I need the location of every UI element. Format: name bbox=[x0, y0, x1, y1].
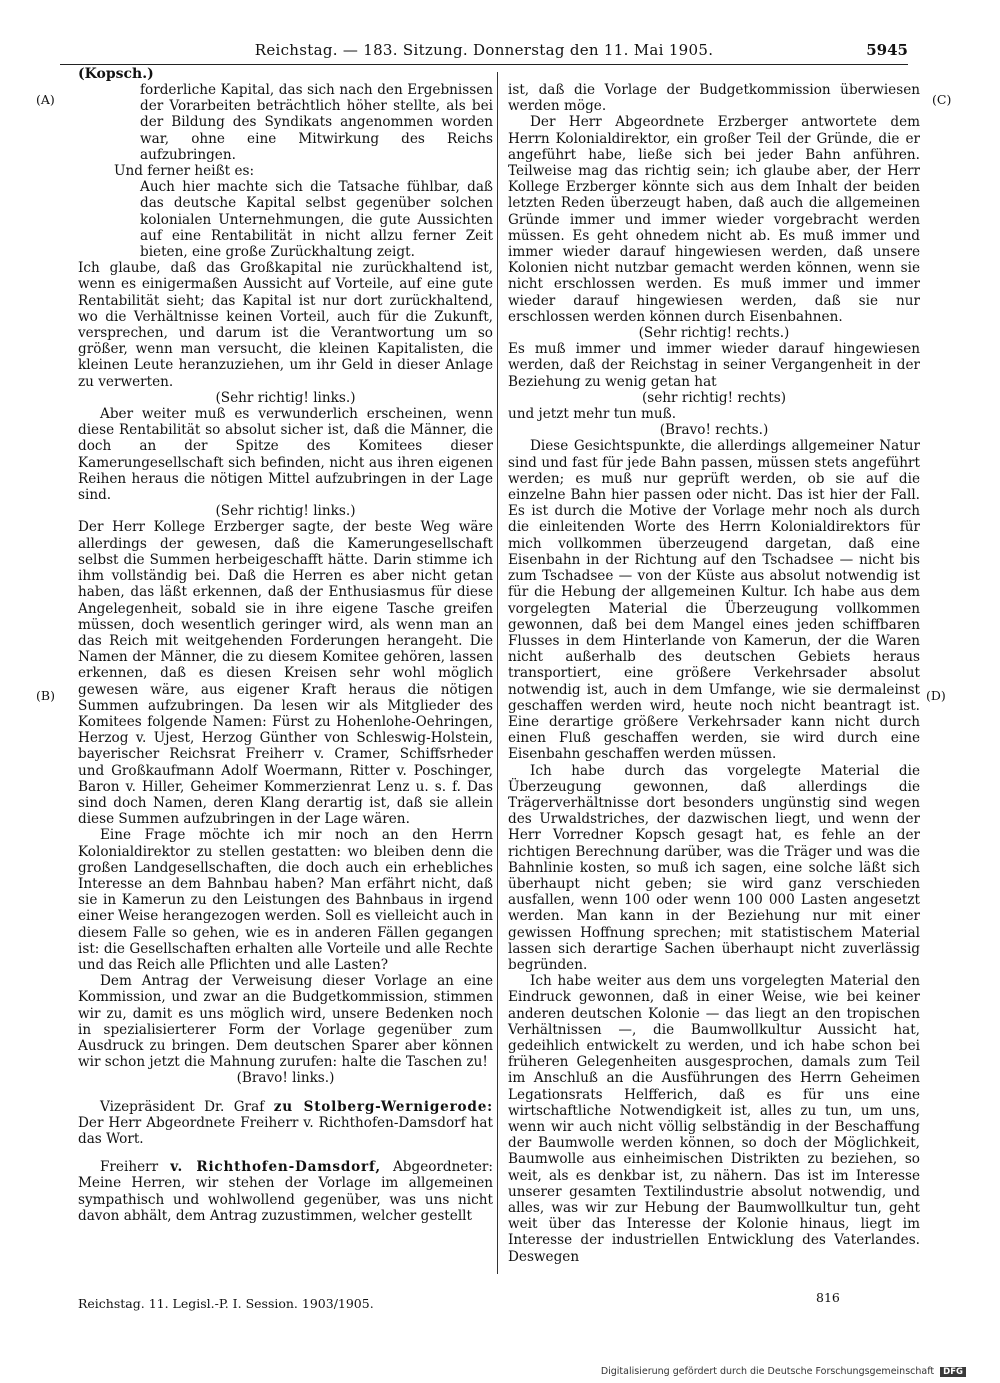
speaker-text: Abgeordneter: Meine Herren, wir stehen der Vorlage im allgemeinen sympathisch und wohlwollend gegenüber, was uns nicht davon abhält, dem Antrag zuzustimmen, welcher gestellt bbox=[78, 1159, 494, 1224]
speaker-tag: (Kopsch.) bbox=[78, 66, 154, 82]
paragraph: ist, daß die Vorlage der Budgetkommission überwiesen werden möge. bbox=[508, 82, 920, 115]
dfg-credit-text: Digitalisierung gefördert durch die Deutsche Forschungsgemeinschaft bbox=[600, 1366, 935, 1377]
interjection: (Bravo! rechts.) bbox=[659, 422, 769, 439]
paragraph: forderliche Kapital, das sich nach den Ergebnissen der Vorarbeiten beträchtlich höher stellte, als bei der Bildung des Syndikats angenommen worden war, ohne eine Mitwirkung des Reichs aufzubringen. bbox=[140, 82, 493, 163]
dfg-logo: DFG bbox=[940, 1367, 966, 1377]
dfg-credit bbox=[601, 1366, 966, 1377]
speaker-paragraph bbox=[78, 1159, 493, 1224]
footer-session-info: Reichstag. 11. Legisl.-P. I. Session. 1903/1905. bbox=[78, 1296, 374, 1311]
speaker-name: v. Richthofen-Damsdorf, bbox=[170, 1159, 381, 1176]
interjection: (Sehr richtig! links.) bbox=[215, 389, 356, 406]
column-divider bbox=[497, 72, 498, 1274]
page-header bbox=[60, 38, 908, 65]
interjection: (sehr richtig! rechts) bbox=[641, 389, 787, 406]
paragraph: Ich glaube, daß das Großkapital nie zurückhaltend ist, wenn es einigermaßen Aussicht auf Vorteile, auf eine gute Rentabilität sieht; das Kapital ist nur dort zurückhaltend, wo die Verhältnisse keinen Vorteil, auch für die Zukunft, versprechen, und darum ist die Verantwortung um so größer, wenn man versucht, die kleinen Kapitalisten, die kleinen Leute heranzuziehen, um ihr Geld in dieser Anlage zu verwerten. bbox=[78, 260, 493, 390]
interjection: (Sehr richtig! rechts.) bbox=[638, 325, 790, 342]
quote-block: Auch hier machte sich die Tatsache fühlbar, daß das deutsche Kapital selbst gegenüber solchen kolonialen Unternehmungen, die gute Aussichten auf eine Rentabilität in nicht allzu ferner Zeit bieten, eine große Zurückhaltung zeigt. bbox=[140, 179, 493, 261]
margin-marker-c: (C) bbox=[932, 92, 952, 107]
running-title: Reichstag. — 183. Sitzung. Donnerstag den 11. Mai 1905. bbox=[254, 41, 714, 59]
paragraph: Der Herr Abgeordnete Erzberger antwortete dem Herrn Kolonialdirektor, ein großer Teil der Gründe, die er angeführt habe, ließe sich bei jeder Bahn anführen. Teilweise mag das richtig sein; ich glaube aber, der Herr Kollege Erzberger könnte sich aus dem Inhalt der beiden letzten Reden überzeugt haben, daß auch die allgemeinen Gründe immer und immer wieder vorgebracht werden müssen. Es geht ohnedem nicht ab. Es muß immer und immer wieder darauf hingewiesen werden, daß unsere Kolonien nicht nutzbar gemacht werden können, wenn sie nicht erschlossen werden. Es muß immer und immer wieder darauf hingewiesen werden, daß sie nur erschlossen werden können durch Eisenbahnen. bbox=[508, 114, 920, 325]
speaker-title: Freiherr bbox=[100, 1159, 171, 1176]
speaker-paragraph bbox=[78, 1099, 493, 1148]
interjection: (Sehr richtig! links.) bbox=[215, 503, 356, 520]
page-number: 5945 bbox=[866, 41, 908, 59]
paragraph: Und ferner heißt es: bbox=[114, 163, 255, 180]
margin-marker-d: (D) bbox=[926, 688, 946, 703]
interjection: (Bravo! links.) bbox=[236, 1070, 335, 1087]
paragraph: Eine Frage möchte ich mir noch an den Herrn Kolonialdirektor zu stellen gestatten: wo bleiben denn die großen Landgesellschaften, die doch auch ein erhebliches Interesse an dem Bahnbau haben? Man erfährt nicht, daß sie in Kamerun zu den Leistungen des Bahnbaus in irgend einer Weise herangezogen werden. Soll es vielleicht auch in diesem Falle so gehen, wie es in anderen Fällen gegangen ist: die Gesellschaften erhalten alle Vorteile und alle Rechte und das Reich alle Pflichten und alle Lasten? bbox=[78, 827, 493, 973]
speaker-name: zu Stolberg-Wernigerode: bbox=[273, 1098, 493, 1115]
speaker-title: Vizepräsident Dr. Graf bbox=[100, 1098, 274, 1115]
paragraph: und jetzt mehr tun muß. bbox=[508, 406, 677, 423]
paragraph: Der Herr Kollege Erzberger sagte, der beste Weg wäre allerdings der gewesen, daß die Kamerungesellschaft selbst die Summen herbeigeschafft hätte. Darin stimme ich ihm vollständig bei. Daß die Herren es aber nicht getan haben, das läßt erkennen, daß der Enthusiasmus für diese Angelegenheit, sobald sie in ihre eigene Tasche greifen müssen, doch wesentlich geringer wird, als wenn man an das Reich mit weitgehenden Forderungen herangeht. Die Namen der Männer, die zu diesem Komitee gehören, lassen erkennen, daß es diesen Kreisen sehr wohl möglich gewesen wäre, aus eigener Kraft heraus die nötigen Summen aufzubringen. Da lesen wir als Mitglieder des Komitees folgende Namen: Fürst zu Hohenlohe-Oehringen, Herzog v. Ujest, Herzog Günther von Schleswig-Holstein, bayerischer Reichsrat Freiherr v. Cramer, Schiffsrheder und Großkaufmann Adolf Woermann, Ritter v. Poschinger, Baron v. Hiller, Geheimer Kommerzienrat Lenz u. s. f. Das sind doch Namen, deren Klang derartig ist, daß sie allein diese Summen aufzubringen in der Lage wären. bbox=[78, 519, 493, 828]
left-column bbox=[78, 82, 493, 1224]
paragraph: Diese Gesichtspunkte, die allerdings allgemeiner Natur sind und fast für jede Bahn passen, müssen stets angeführt werden; es muß nur geprüft werden, ob sie auf die einzelne Bahn hier passen oder nicht. Das ist hier der Fall. Es ist durch die Motive der Vorlage mehr noch als durch die einleitenden Worte des Herrn Kolonialdirektors für mich vollkommen überzeugend dargetan, daß eine Eisenbahn in der Richtung auf den Tschadsee — nicht bis zum Tschadsee — von der Küste aus absolut notwendig ist für die Hebung der allgemeinen Kultur. Ich habe aus dem vorgelegten Material die Überzeugung vollkommen gewonnen, daß bei dem Mangel eines jeden schiffbaren Flusses in dem Hinterlande von Kamerun, der die Waren nicht außerhalb des deutschen Gebiets heraus transportiert, eine größere Verkehrsader absolut notwendig ist, auch in dem Umfange, wie sie dermaleinst geschaffen werden wird, heute noch nicht beantragt ist. Eine derartige größere Verkehrsader kann nicht durch einen Fluß geschaffen werden, sie wird durch eine Eisenbahn geschaffen werden müssen. bbox=[508, 438, 920, 763]
speaker-text: Der Herr Abgeordnete Freiherr v. Richthofen-Damsdorf hat das Wort. bbox=[78, 1114, 493, 1147]
footer-sheet-number: 816 bbox=[816, 1290, 840, 1305]
margin-marker-a: (A) bbox=[36, 92, 55, 107]
paragraph: Aber weiter muß es verwunderlich erscheinen, wenn diese Rentabilität so absolut sicher ist, daß die Männer, die doch an der Spitze des Komitees dieser Kamerungesellschaft sich befinden, nicht aus ihren eigenen Reihen heraus die nötigen Mittel aufzubringen in der Lage sind. bbox=[78, 406, 493, 504]
paragraph: Ich habe durch das vorgelegte Material die Überzeugung gewonnen, daß allerdings die Trägerverhältnisse dort besonders ungünstig sind wegen des Urwaldstriches, der dazwischen liegt, und wenn der Herr Vorredner Kopsch gesagt hat, es fehle an der richtigen Berechnung darüber, was die Träger und was die Bahnlinie kosten, so muß ich sagen, eine solche läßt sich überhaupt nicht geben; sie wird ganz verschieden ausfallen, wenn 100 oder wenn 100 000 Lasten angesetzt werden. Man kann in der Beziehung nur mit einer gewissen Hoffnung sprechen; mit statistischem Material lassen sich derartige Sachen überhaupt nicht zuverlässig begründen. bbox=[508, 762, 920, 973]
paragraph: Ich habe weiter aus dem uns vorgelegten Material den Eindruck gewonnen, daß in einer Weise, wie bei keiner anderen deutschen Kolonie — das liegt an den tropischen Verhältnissen —, die Baumwollkultur Aussicht hat, gedeihlich entwickelt zu werden, und ich habe schon bei früheren Gelegenheiten ausgesprochen, damals zum Teil im Anschluß an die Ausführungen des Herrn Geheimen Legationsrats Helfferich, daß es für uns eine wirtschaftliche Notwendigkeit ist, alles zu tun, um uns, wenn wir auch nicht völlig selbständig in der Beschaffung der Baumwolle werden können, so doch der Möglichkeit, Baumwolle aus einheimischen Distrikten zu beziehen, so weit, als es denkbar ist, zu nähern. Das ist im Interesse unserer gesamten Textilindustrie absolut notwendig, und alles, was wir zur Hebung der Baumwollkultur tun, geht weit über das Interesse der Kolonie hinaus, liegt im Interesse der industriellen Entwicklung des Vaterlandes. Deswegen bbox=[508, 973, 920, 1265]
paragraph: Es muß immer und immer wieder darauf hingewiesen werden, daß der Reichstag in seiner Vergangenheit in der Beziehung zu wenig getan hat bbox=[508, 341, 920, 390]
paragraph: Dem Antrag der Verweisung dieser Vorlage an eine Kommission, und zwar an die Budgetkommission, stimmen wir zu, damit es uns möglich wird, unsere Bedenken noch in spezialisierterer Form der Vorlage gegenüber zum Ausdruck zu bringen. Dem deutschen Sparer aber können wir schon jetzt die Mahnung zurufen: halte die Taschen zu! bbox=[78, 973, 493, 1071]
margin-marker-b: (B) bbox=[36, 688, 55, 703]
right-column bbox=[508, 82, 920, 1265]
